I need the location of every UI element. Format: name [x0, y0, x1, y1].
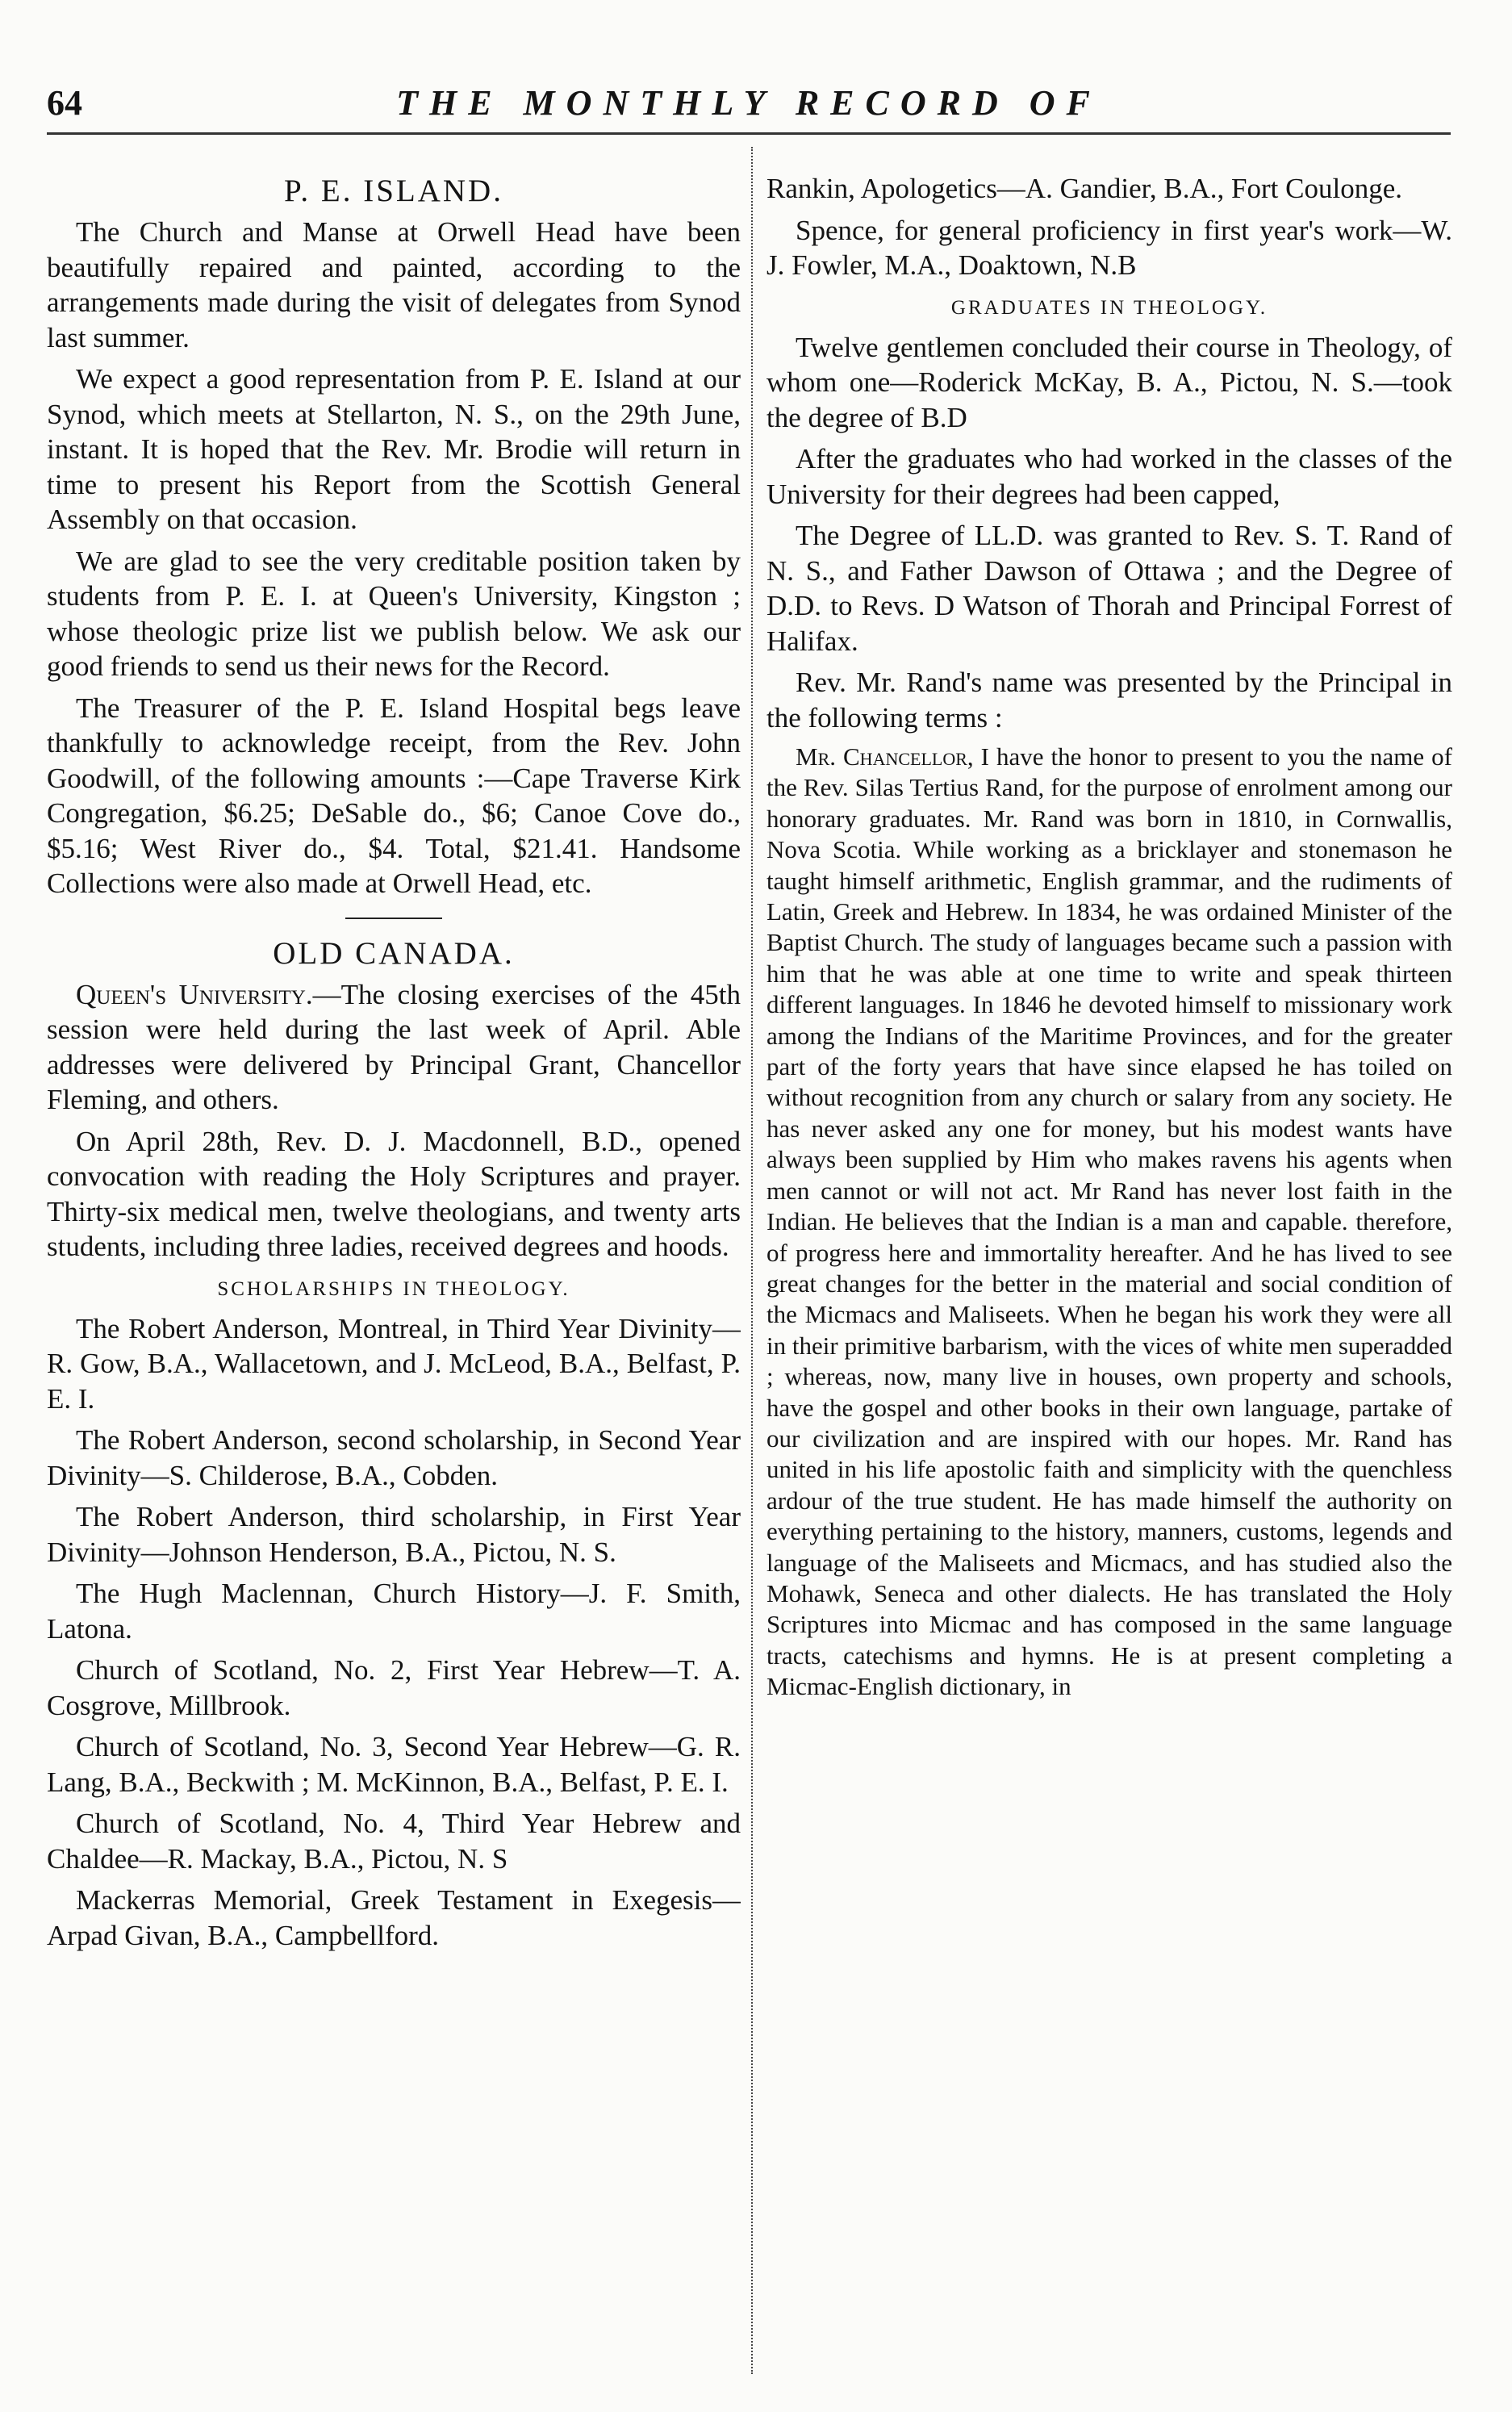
paragraph: The Degree of LL.D. was granted to Rev. S. T. Rand of N. S., and Father Dawson of Ottawa ; and the Degree of D.D. to Revs. D Watson of Thorah and Principal Forrest of Halifax. [766, 520, 1452, 657]
scholarship-entry: Church of Scotland, No. 2, First Year Hebrew—T. A. Cosgrove, Millbrook. [47, 1654, 741, 1721]
page-header [47, 79, 1451, 127]
section-heading-old-canada: OLD CANADA. [273, 935, 515, 971]
left-column [47, 171, 741, 2382]
paragraph: We expect a good representation from P. E. Island at our Synod, which meets at Stellarton, N. S., on the 29th June, instant. It is hoped that the Rev. Mr. Brodie will return in time to present his Report from the Scottish General Assembly on that occasion. [47, 363, 741, 535]
scholarship-entry: The Robert Anderson, Montreal, in Third Year Divinity—R. Gow, B.A., Wallacetown, and J. McLeod, B.A., Belfast, P. E. I. [47, 1312, 741, 1415]
paragraph-text: —The closing exercises of the 45th session were held during the last week of April. Able addresses were delivered by Principal Grant, Chancellor Fleming, and others. [47, 978, 741, 1115]
scholarship-entry: The Robert Anderson, third scholarship, in First Year Divinity—Johnson Henderson, B.A., Pictou, N. S. [47, 1501, 741, 1568]
paragraph [47, 977, 741, 1118]
subheading-scholarships: SCHOLARSHIPS IN THEOLOGY. [217, 1277, 570, 1300]
paragraph: Twelve gentlemen concluded their course in Theology, of whom one—Roderick McKay, B. A., Pictou, N. S.—took the degree of B.D [766, 331, 1452, 433]
section-heading-pei: P. E. ISLAND. [284, 173, 503, 208]
paragraph: Rev. Mr. Rand's name was presented by the Principal in the following terms : [766, 667, 1452, 734]
right-column [766, 171, 1452, 2382]
section-separator [345, 918, 442, 919]
column-divider [751, 147, 753, 2374]
scholarship-entry: Mackerras Memorial, Greek Testament in Exegesis—Arpad Givan, B.A., Campbellford. [47, 1884, 741, 1951]
scholarship-entry: Church of Scotland, No. 3, Second Year Hebrew—G. R. Lang, B.A., Beckwith ; M. McKinnon, B.A., Belfast, P. E. I. [47, 1731, 741, 1798]
address-block [766, 742, 1452, 1703]
address-paragraph [766, 742, 1452, 1703]
header-rule [47, 132, 1451, 135]
paragraph: Rankin, Apologetics—A. Gandier, B.A., Fort Coulonge. [766, 173, 1402, 204]
scholarship-entry: The Hugh Maclennan, Church History—J. F. Smith, Latona. [47, 1578, 741, 1645]
paragraph: Spence, for general proficiency in first year's work—W. J. Fowler, M.A., Doaktown, N.B [766, 214, 1452, 281]
subheading-graduates: GRADUATES IN THEOLOGY. [950, 296, 1268, 319]
page-number: 64 [47, 83, 82, 123]
lead-in: Queen's University. [76, 978, 313, 1010]
scholarship-entry: The Robert Anderson, second scholarship, in Second Year Divinity—S. Childerose, B.A., Cobden. [47, 1424, 741, 1491]
paragraph: On April 28th, Rev. D. J. Macdonnell, B.D., opened convocation with reading the Holy Scriptures and prayer. Thirty-six medical men, twelve theologians, and twenty arts students, including three ladies, received degrees and hoods. [47, 1125, 741, 1262]
scholarship-entry: Church of Scotland, No. 4, Third Year Hebrew and Chaldee—R. Mackay, B.A., Pictou, N. S [47, 1808, 741, 1875]
address-lead-in: Mr. Chancellor, [796, 742, 974, 771]
paragraph: The Treasurer of the P. E. Island Hospital begs leave thankfully to acknowledge receipt, from the Rev. John Goodwill, of the following amounts :—Cape Traverse Kirk Congregation, $6.25; DeSable do., $6; Canoe Cove do., $5.16; West River do., $4. Total, $21.41. Handsome Collections were also made at Orwell Head, etc. [47, 692, 741, 899]
paragraph: After the graduates who had worked in the classes of the University for their degrees had been capped, [766, 443, 1452, 510]
paragraph: The Church and Manse at Orwell Head have been beautifully repaired and painted, according to the arrangements made during the visit of delegates from Synod last summer. [47, 216, 741, 353]
paragraph: We are glad to see the very creditable position taken by students from P. E. I. at Queen's University, Kingston ; whose theologic prize list we publish below. We ask our good friends to send us their news for the Record. [47, 545, 741, 682]
address-text: I have the honor to present to you the name of the Rev. Silas Tertius Rand, for the purpose of enrolment among our honorary graduates. Mr. Rand was born in 1810, in Cornwallis, Nova Scotia. While working as a bricklayer and stonemason he taught himself arithmetic, English grammar, and the rudiments of Latin, Greek and Hebrew. In 1834, he was ordained Minister of the Baptist Church. The study of languages became such a passion with him that he was able at one time to write and speak thirteen different languages. In 1846 he devoted himself to missionary work among the Indians of the Maritime Provinces, and for the greater part of the forty years that have since elapsed he has toiled on without recognition from any church or salary from any society. He has never asked any one for money, but his modest wants have always been supplied by Him who makes ravens his agents when men cannot or will not act. Mr Rand has never lost faith in the Indian. He believes that the Indian is a man and capable. therefore, of progress here and immortality hereafter. And he has lived to see great changes for the better in the material and social condition of the Micmacs and Maliseets. When he began his work they were all in their primitive barbarism, with the vices of white men superadded ; whereas, now, many live in houses, own property and schools, have the gospel and other books in their own language, partake of our civilization and are inspired with our hopes. Mr. Rand has united in his life apostolic faith and simplicity with the quenchless ardour of the true student. He has made himself the authority on everything pertaining to the history, manners, customs, legends and language of the Maliseets and Micmacs, and has studied also the Mohawk, Seneca and other dialects. He has translated the Holy Scriptures into Micmac and has composed in the same language tracts, catechisms and hymns. He is at present completing a Micmac-English dictionary, in [766, 742, 1452, 1701]
running-title: THE MONTHLY RECORD OF [396, 83, 1101, 123]
